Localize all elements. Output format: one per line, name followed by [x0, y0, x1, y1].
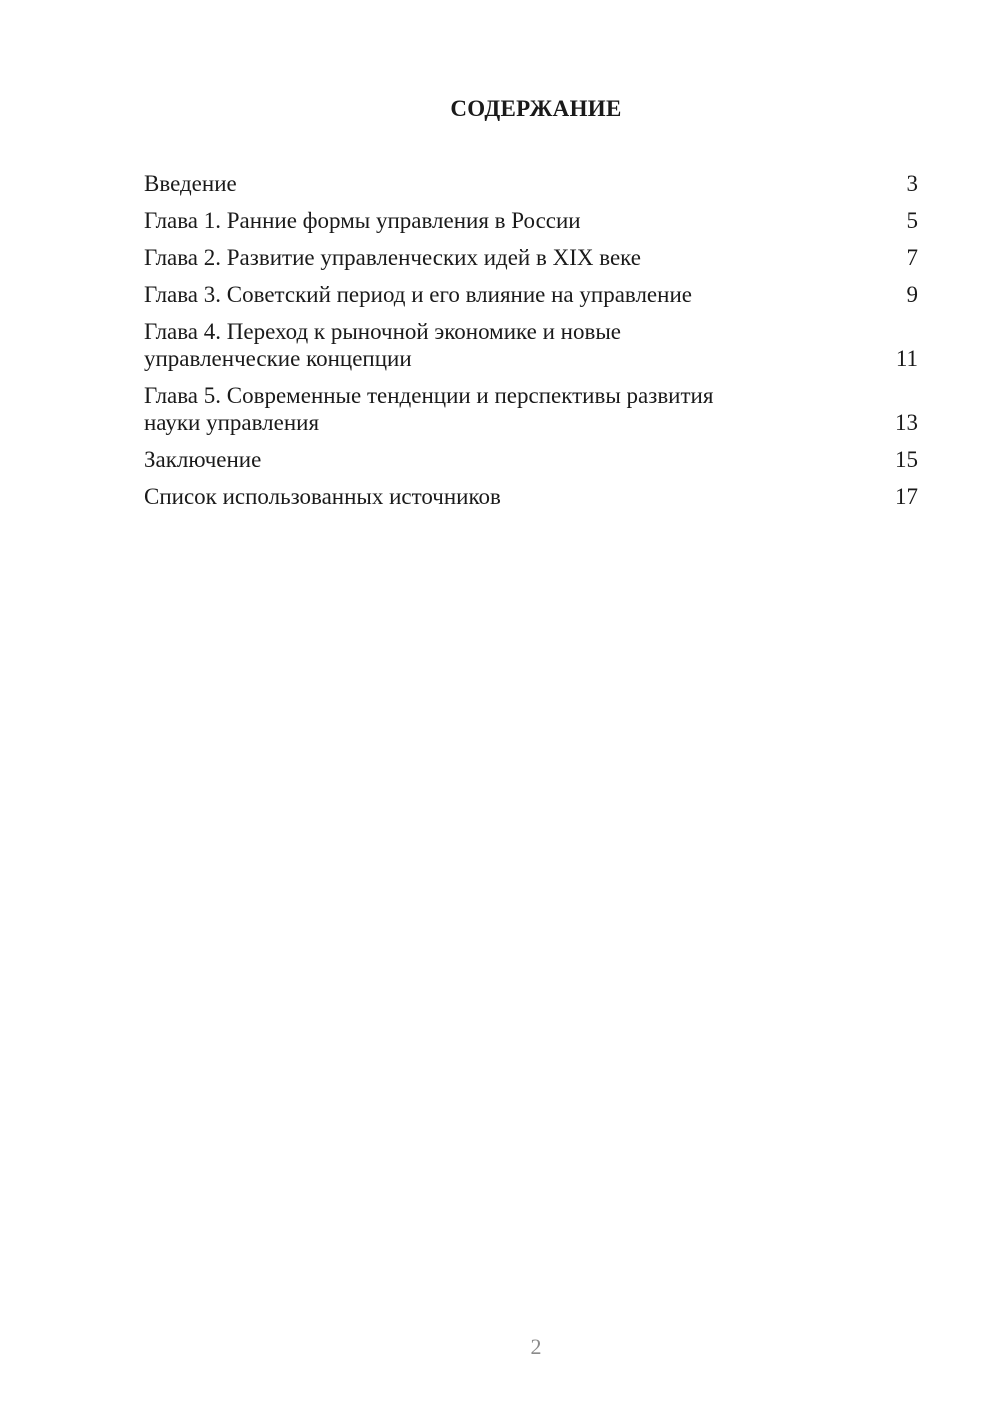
toc-entry-label	[144, 483, 501, 510]
toc-entry-chapter-2	[144, 244, 918, 271]
toc-entry-label-line: Глава 5. Современные тенденции и перспективы развития	[144, 383, 714, 408]
toc-entry-chapter-4	[144, 318, 918, 372]
toc-entry-label	[144, 170, 237, 197]
toc-entry-label-line: науки управления	[144, 410, 320, 435]
toc-entry-page: 5	[906, 208, 918, 233]
toc-entry-chapter-1	[144, 207, 918, 234]
toc-entry-page: 13	[895, 410, 918, 435]
toc-entry-label-line: Введение	[144, 171, 237, 196]
toc-entry-label	[144, 281, 692, 308]
toc-entry-label-line: Глава 3. Советский период и его влияние на управление	[144, 282, 692, 307]
toc-entry-label-line: Список использованных источников	[144, 484, 501, 509]
toc-entry-label-line: управленческие концепции	[144, 346, 412, 371]
toc-entry-label-line: Глава 4. Переход к рыночной экономике и новые	[144, 319, 621, 344]
toc-entry-label	[144, 382, 713, 436]
toc-entry-page: 17	[895, 484, 918, 509]
toc-entry-label	[144, 446, 261, 473]
toc-entry-label	[144, 318, 621, 372]
table-of-contents	[144, 170, 918, 520]
toc-entry-page: 15	[895, 447, 918, 472]
toc-entry-page: 3	[906, 171, 918, 196]
toc-entry-conclusion	[144, 446, 918, 473]
toc-entry-label	[144, 207, 581, 234]
toc-entry-label-line: Глава 1. Ранние формы управления в России	[144, 208, 581, 233]
page-title: СОДЕРЖАНИЕ	[450, 96, 622, 121]
toc-entry-label-line: Заключение	[144, 447, 262, 472]
page-number: 2	[530, 1334, 542, 1359]
toc-entry-page: 9	[906, 282, 918, 307]
toc-entry-references	[144, 483, 918, 510]
toc-entry-page: 7	[906, 245, 918, 270]
toc-entry-chapter-5	[144, 382, 918, 436]
toc-entry-label-line: Глава 2. Развитие управленческих идей в XIX веке	[144, 245, 641, 270]
toc-entry-chapter-3	[144, 281, 918, 308]
toc-entry-page: 11	[895, 346, 918, 371]
toc-entry-label	[144, 244, 641, 271]
toc-entry-introduction	[144, 170, 918, 197]
